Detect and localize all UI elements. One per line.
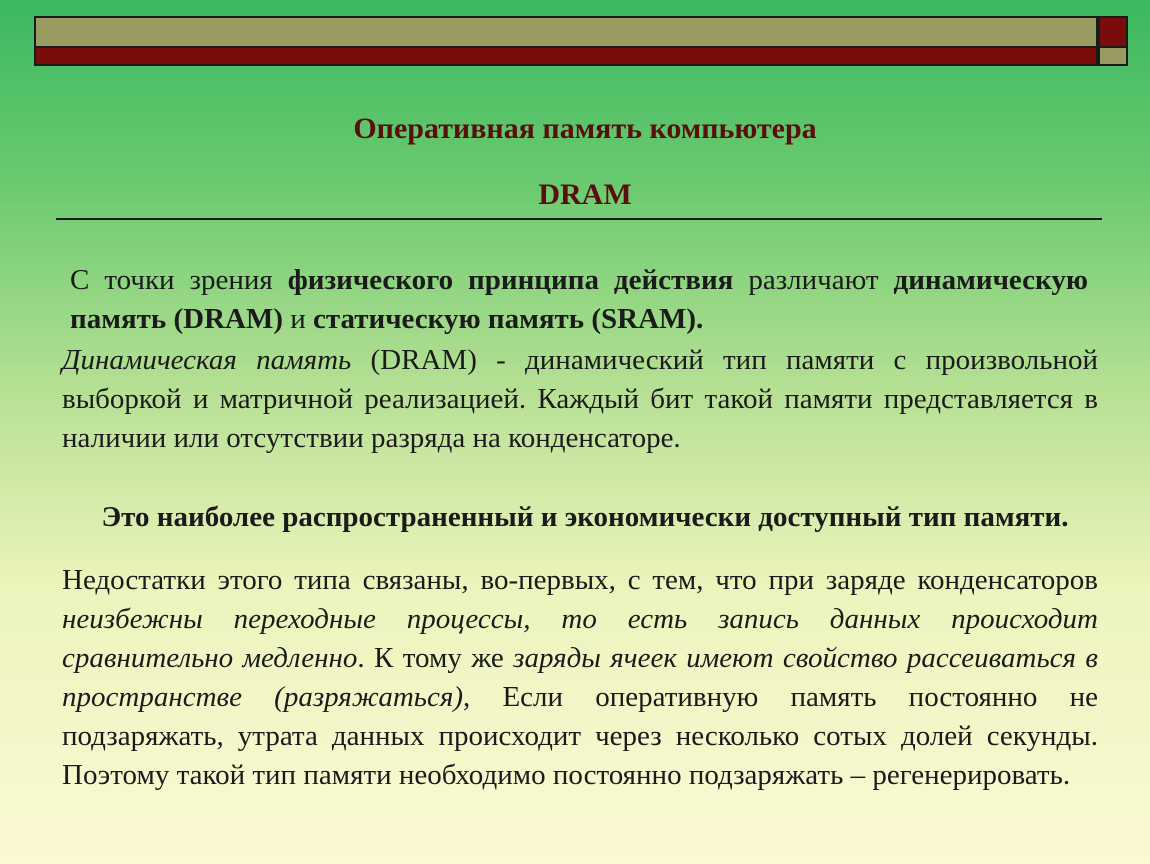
p1-text-1: С точки зрения bbox=[70, 264, 288, 296]
p1-bold-2: динамическую память (DRAM) bbox=[70, 264, 1088, 335]
header-square-olive bbox=[1098, 48, 1128, 66]
p2-text-1: (DRAM) - динамический тип памяти с произвольной выборкой и матричной реализацией. Каждый бит такой памяти представляется в наличии или отсутствии разряда на конденсаторе. bbox=[62, 344, 1099, 454]
paragraph-dram-definition bbox=[62, 341, 1098, 458]
p1-bold-3: статическую память (SRAM). bbox=[313, 303, 704, 335]
p1-bold-1: физического принципа действия bbox=[287, 264, 734, 296]
p1-text-3: и bbox=[283, 303, 314, 335]
slide-title: Оперативная память компьютера bbox=[353, 112, 817, 145]
header-square-red bbox=[1098, 16, 1128, 48]
title-divider bbox=[56, 218, 1102, 220]
p4-text-1: Недостатки этого типа связаны, во-первых, с тем, что при заряде конденсаторов bbox=[62, 564, 1098, 596]
p4-text-3: , Если оперативную память постоянно не подзаряжать, утрата данных происходит через несколько сотых долей секунды. Поэтому такой тип памяти необходимо постоянно подзаряжать – регенерировать. bbox=[62, 681, 1099, 791]
p4-italic-2: заряды ячеек имеют свойство рассеиваться в пространстве (разряжаться) bbox=[62, 642, 1098, 713]
paragraph-principle bbox=[70, 261, 1088, 339]
p4-text-2: . К тому же bbox=[357, 642, 514, 674]
header-bar-red bbox=[34, 48, 1098, 66]
p4-italic-1: неизбежны переходные процессы, то есть запись данных происходит сравнительно медленно bbox=[62, 603, 1098, 674]
header-bar-olive bbox=[34, 16, 1098, 48]
paragraph-highlight: Это наиболее распространенный и экономически доступный тип памяти. bbox=[101, 501, 1069, 533]
p1-text-2: различают bbox=[733, 264, 894, 296]
slide-subtitle: DRAM bbox=[538, 178, 632, 211]
paragraph-drawbacks bbox=[62, 561, 1098, 795]
p2-italic-1: Динамическая память bbox=[62, 344, 352, 376]
